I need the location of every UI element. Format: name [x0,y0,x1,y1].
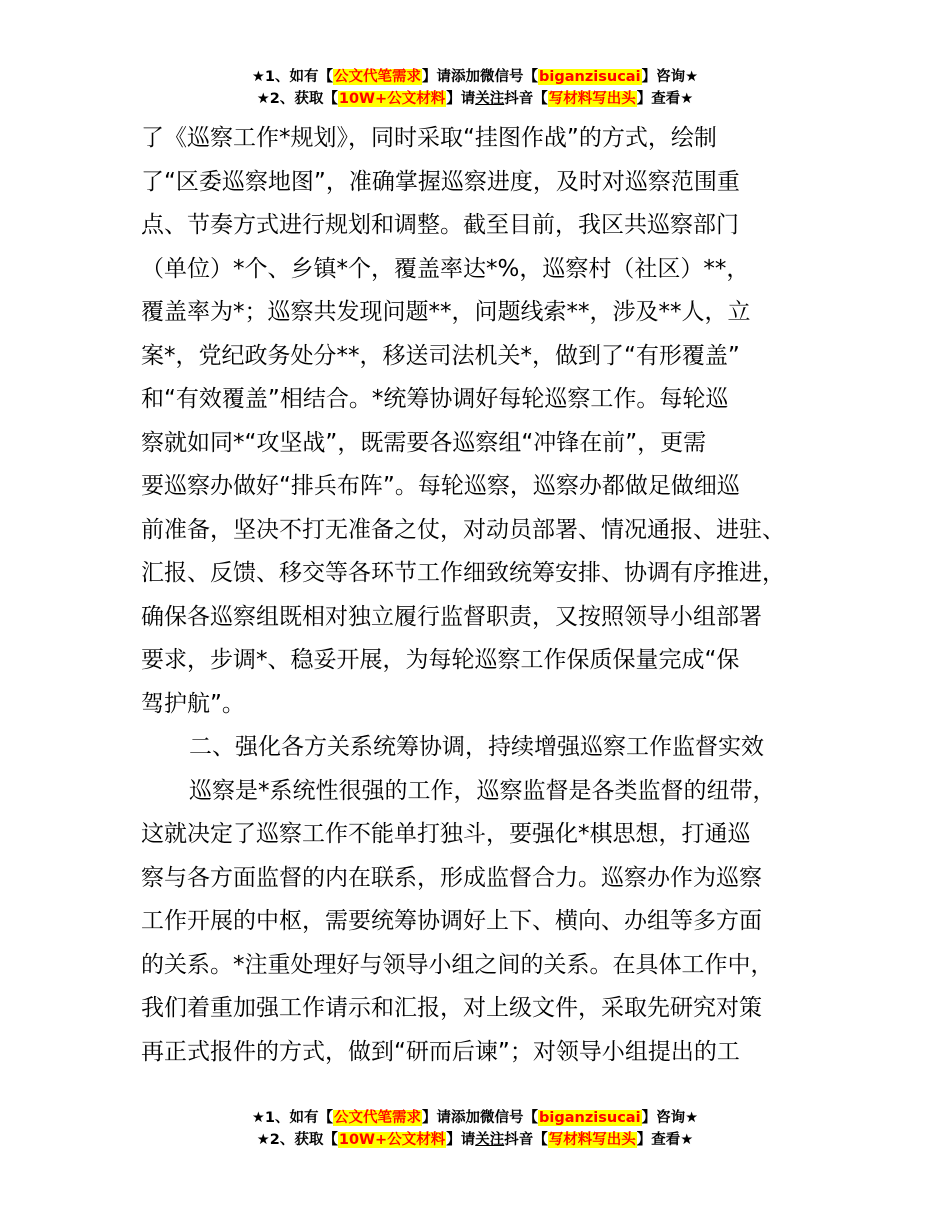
paragraph-1-line: 和“有效覆盖”相结合。*统筹协调好每轮巡察工作。每轮巡 [141,386,729,412]
footer-banner [0,1107,950,1151]
header-banner [0,66,950,110]
banner-line-2-middle-b: 抖音【 [504,1132,548,1148]
paragraph-1-line: 覆盖率为*；巡察共发现问题**，问题线索**，涉及**人，立 [141,299,751,325]
banner-line-2-suffix: 】查看★ [636,91,694,107]
banner-line-2-suffix: 】查看★ [636,1132,694,1148]
paragraph-1-line: 案*，党纪政务处分**，移送司法机关*，做到了“有形覆盖” [141,342,740,369]
banner-line-2-underlined: 关注 [475,91,505,107]
banner-line-1 [0,66,950,88]
banner-line-1-suffix: 】咨询★ [641,1110,699,1126]
paragraph-2-line: 工作开展的中枢，需要统筹协调好上下、横向、办组等多方面 [141,908,762,934]
paragraph-1-line: 驾护航”。 [141,690,245,717]
banner-line-2 [0,1129,950,1151]
paragraph-2-line: 再正式报件的方式，做到“研而后谏”；对领导小组提出的工 [141,1038,740,1065]
banner-line-1-highlight-service: 公文代笔需求 [334,69,422,85]
paragraph-1-line: 了《巡察工作*规划》，同时采取“挂图作战”的方式，绘制 [141,125,717,151]
paragraph-1-line: 要巡察办做好“排兵布阵”。每轮巡察，巡察办都做足做细巡 [141,473,740,499]
paragraph-1-line: 了“区委巡察地图”，准确掌握巡察进度，及时对巡察范围重 [141,168,740,195]
banner-line-2-highlight-douyin: 写材料写出头 [548,91,636,107]
banner-line-1-prefix: ★1、如有【 [251,69,334,85]
document-body [141,117,841,1074]
banner-line-2-highlight-materials: 10W+公文材料 [338,1132,446,1148]
paragraph-2-line: 的关系。*注重处理好与领导小组之间的关系。在具体工作中， [141,951,774,978]
banner-line-2-middle-b: 抖音【 [504,91,548,107]
paragraph-1-line: 点、节奏方式进行规划和调整。截至目前，我区共巡察部门 [141,212,739,238]
paragraph-1-line: （单位）*个、乡镇*个，覆盖率达*%，巡察村（社区）**， [141,255,750,282]
banner-line-2-highlight-materials: 10W+公文材料 [338,91,446,107]
banner-line-2 [0,88,950,110]
banner-line-2-underlined: 关注 [475,1132,505,1148]
banner-line-2-prefix: ★2、获取【 [256,91,338,107]
paragraph-2-line: 我们着重加强工作请示和汇报，对上级文件，采取先研究对策 [141,995,762,1021]
banner-line-2-highlight-douyin: 写材料写出头 [548,1132,636,1148]
paragraph-1-line: 确保各巡察组既相对独立履行监督职责，又按照领导小组部署 [141,603,762,630]
banner-line-1-middle: 】请添加微信号【 [422,1110,539,1126]
banner-line-1-prefix: ★1、如有【 [251,1110,334,1126]
paragraph-2-line: 察与各方面监督的内在联系，形成监督合力。巡察办作为巡察 [141,864,762,891]
paragraph-1-line: 要求，步调*、稳妥开展，为每轮巡察工作保质保量完成“保 [141,647,740,673]
paragraph-1-line: 前准备，坚决不打无准备之仗，对动员部署、情况通报、进驻、 [141,516,785,543]
banner-line-1 [0,1107,950,1129]
banner-line-1-highlight-wechat: biganzisucai [539,69,641,85]
paragraph-1-line: 察就如同*“攻坚战”，既需要各巡察组“冲锋在前”，更需 [141,429,707,456]
banner-line-1-highlight-wechat: biganzisucai [539,1110,641,1126]
paragraph-2-line: 巡察是*系统性很强的工作，巡察监督是各类监督的纽带， [189,777,776,804]
banner-line-2-prefix: ★2、获取【 [256,1132,338,1148]
paragraph-1-line: 汇报、反馈、移交等各环节工作细致统筹安排、协调有序推进， [141,560,785,586]
banner-line-1-suffix: 】咨询★ [641,69,699,85]
paragraph-2-line: 这就决定了巡察工作不能单打独斗，要强化*棋思想，打通巡 [141,821,751,847]
section-heading: 二、强化各方关系统筹协调，持续增强巡察工作监督实效 [189,734,764,760]
banner-line-1-highlight-service: 公文代笔需求 [334,1110,422,1126]
banner-line-2-middle-a: 】请 [446,1132,476,1148]
banner-line-2-middle-a: 】请 [446,91,476,107]
banner-line-1-middle: 】请添加微信号【 [422,69,539,85]
